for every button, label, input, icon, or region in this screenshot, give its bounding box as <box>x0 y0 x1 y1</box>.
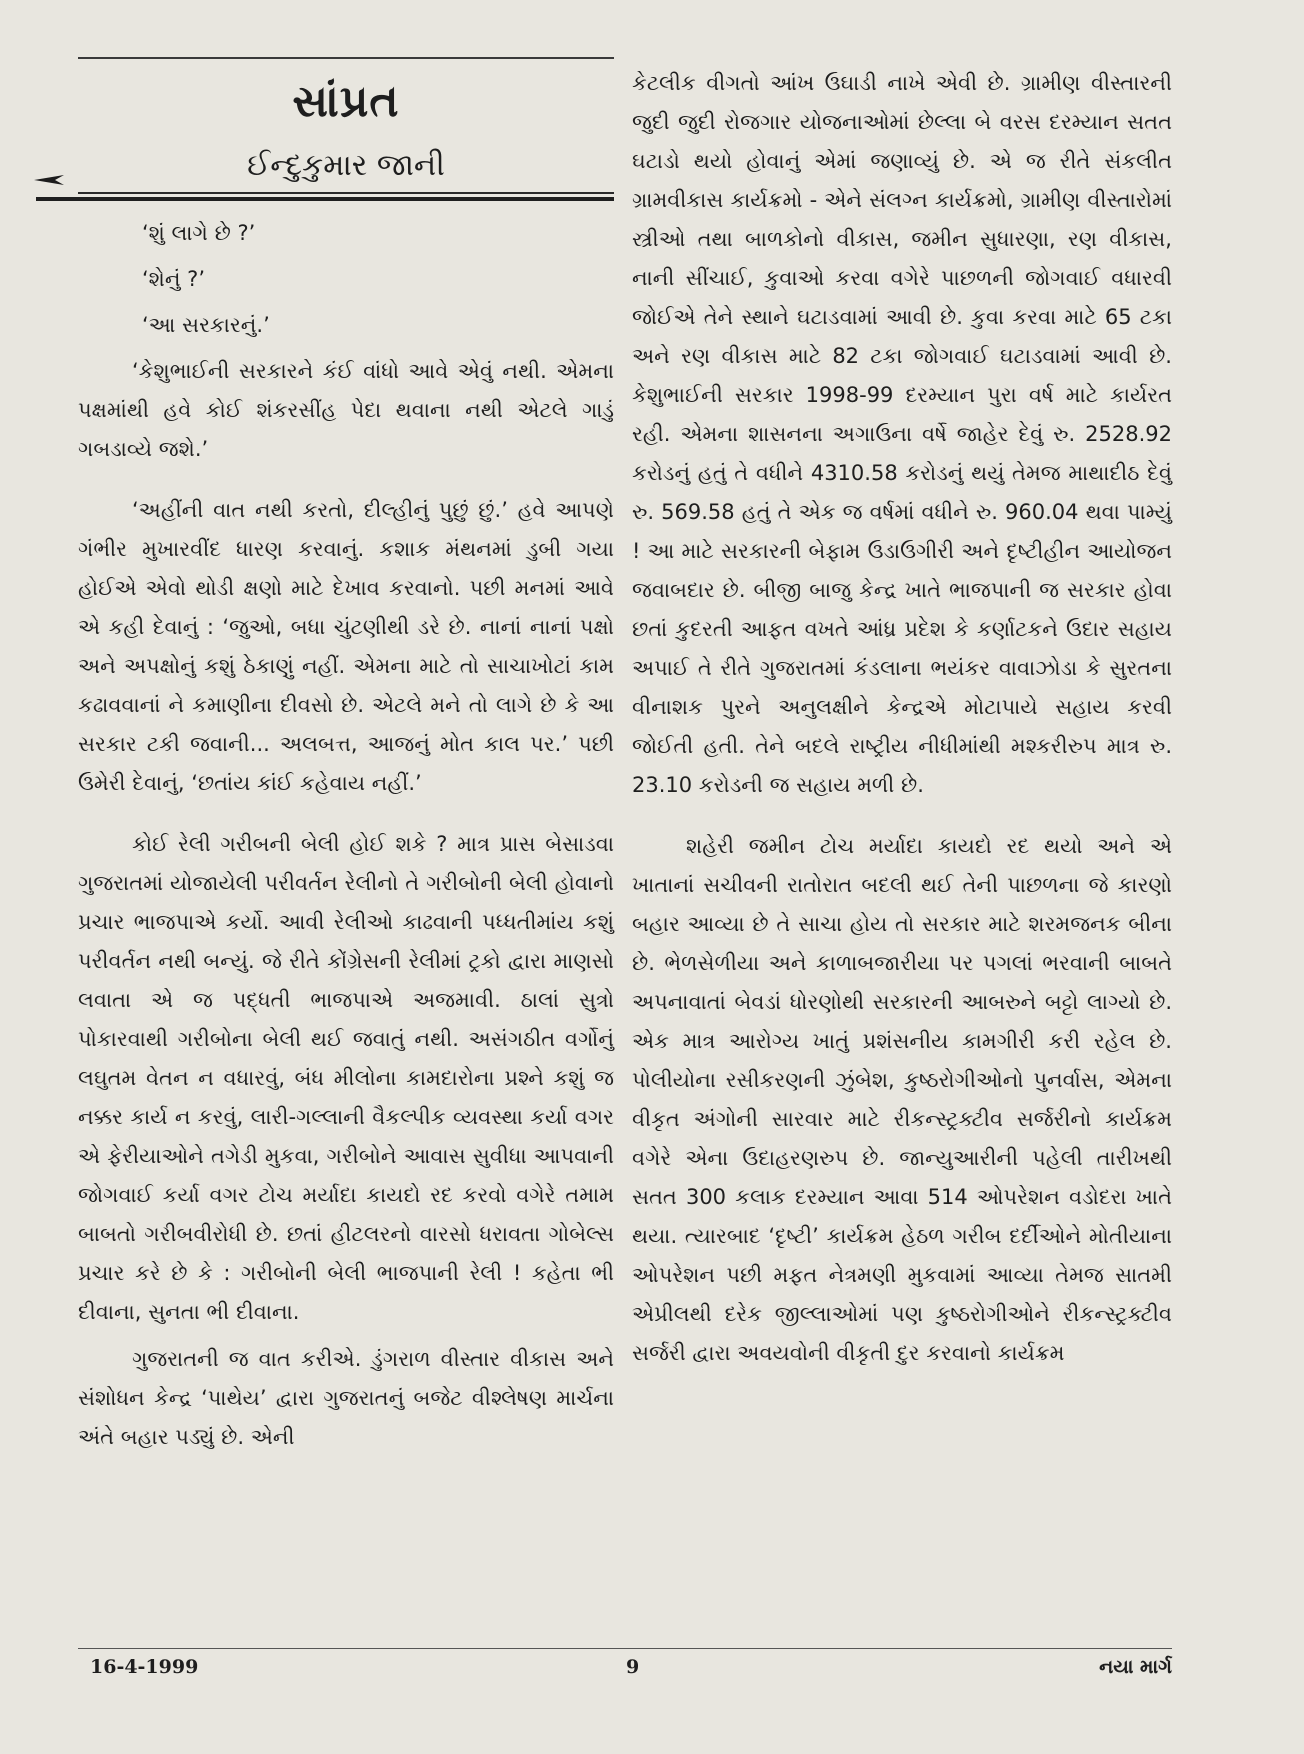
top-rule <box>78 57 614 59</box>
paragraph: ‘અહીંની વાત નથી કરતો, દીલ્હીનું પુછું છું.’ હવે આપણે ગંભીર મુખારવીંદ ધારણ કરવાનું. કશાક મંથનમાં ડુબી ગયા હોઈએ એવો થોડી ક્ષણો માટે દેખાવ કરવાનો. પછી મનમાં આવે એ કહી દેવાનું : ‘જુઓ, બધા ચુંટણીથી ડરે છે. નાનાં નાનાં પક્ષો અને અપક્ષોનું કશું ઠેકાણું નહીં. એમના માટે તો સાચાખોટાં કામ કઢાવવાનાં ને કમાણીના દીવસો છે. એટલે મને તો લાગે છે કે આ સરકાર ટકી જવાની... અલબત્ત, આજનું મોત કાલ પર.’ પછી ઉમેરી દેવાનું, ‘છતાંય કાંઈ કહેવાય નહીં.’ <box>78 498 614 795</box>
right-column <box>632 64 1172 1373</box>
left-column <box>78 60 614 1457</box>
magazine-name: નયા માર્ગ <box>1099 1656 1172 1678</box>
paragraph-gap <box>78 803 614 825</box>
paragraph: કેટલીક વીગતો આંખ ઉઘાડી નાખે એવી છે. ગ્રામીણ વીસ્તારની જુદી જુદી રોજગાર યોજનાઓમાં છેલ્લા બે વરસ દરમ્યાન સતત ઘટાડો થયો હોવાનું એમાં જણાવ્યું છે. એ જ રીતે સંકલીત ગ્રામવીકાસ કાર્યક્રમો - એને સંલગ્ન કાર્યક્રમો, ગ્રામીણ વીસ્તારોમાં સ્ત્રીઓ તથા બાળકોનો વીકાસ, જમીન સુધારણા, રણ વીકાસ, નાની સીંચાઈ, કુવાઓ કરવા વગેરે પાછળની જોગવાઈ વધારવી જોઈએ તેને સ્થાને ઘટાડવામાં આવી છે. કુવા કરવા માટે 65 ટકા અને રણ વીકાસ માટે 82 ટકા જોગવાઈ ઘટાડવામાં આવી છે. કેશુભાઈની સરકાર 1998-99 દરમ્યાન પુરા વર્ષ માટે કાર્યરત રહી. એમના શાસનના અગાઉના વર્ષે જાહેર દેવું રુ. 2528.92 કરોડનું હતું તે વધીને 4310.58 કરોડનું થયું તેમજ માથાદીઠ દેવું રુ. 569.58 હતું તે એક જ વર્ષમાં વધીને રુ. 960.04 થવા પામ્યું ! આ માટે સરકારની બેફામ ઉડાઉગીરી અને દૃષ્ટીહીન આયોજન જવાબદાર છે. બીજી બાજુ કેન્દ્ર ખાતે ભાજપાની જ સરકાર હોવા છતાં કુદરતી આફત વખતે આંધ્ર પ્રદેશ કે કર્ણાટકને ઉદાર સહાય અપાઈ તે રીતે ગુજરાતમાં કંડલાના ભયંકર વાવાઝોડા કે સુરતના વીનાશક પુરને અનુલક્ષીને કેન્દ્રએ મોટાપાયે સહાય કરવી જોઈતી હતી. તેને બદલે રાષ્ટ્રીય નીધીમાંથી મશ્કરીરુપ માત્ર રુ. 23.10 કરોડની જ સહાય મળી છે. <box>632 71 1172 797</box>
author-name: ઈન્દુકુમાર જાની <box>247 148 445 183</box>
dialog-line: ‘શેનું ?’ <box>142 267 206 291</box>
dialog-line: ‘શું લાગે છે ?’ <box>142 221 256 245</box>
paragraph: કોઈ રેલી ગરીબની બેલી હોઈ શકે ? માત્ર પ્રાસ બેસાડવા ગુજરાતમાં યોજાયેલી પરીવર્તન રેલીનો તે ગરીબોની બેલી હોવાનો પ્રચાર ભાજપાએ કર્યો. આવી રેલીઓ કાઢવાની પધ્ધતીમાંય કશું પરીવર્તન નથી બન્યું. જે રીતે કોંગ્રેસની રેલીમાં ટ્રકો દ્વારા માણસો લવાતા એ જ પદ્ધતી ભાજપાએ અજમાવી. ઠાલાં સુત્રો પોકારવાથી ગરીબોના બેલી થઈ જવાતું નથી. અસંગઠીત વર્ગોનું લઘુતમ વેતન ન વધારવું, બંધ મીલોના કામદારોના પ્રશ્ને કશું જ નક્કર કાર્ય ન કરવું, લારી-ગલ્લાની વૈકલ્પીક વ્યવસ્થા કર્યા વગર એ ફેરીયાઓને તગેડી મુકવા, ગરીબોને આવાસ સુવીધા આપવાની જોગવાઈ કર્યા વગર ટોચ મર્યાદા કાયદો રદ કરવો વગેરે તમામ બાબતો ગરીબવીરોધી છે. છતાં હીટલરનો વારસો ધરાવતા ગોબેલ્સ પ્રચાર કરે છે કે : ગરીબોની બેલી ભાજપાની રેલી ! કહેતા ભી દીવાના, સુનતા ભી દીવાના. <box>78 832 614 1324</box>
paragraph: ગુજરાતની જ વાત કરીએ. ડુંગરાળ વીસ્તાર વીકાસ અને સંશોધન કેન્દ્ર ‘પાથેય’ દ્વારા ગુજરાતનું બજેટ વીશ્લેષણ માર્ચના અંતે બહાર પડ્યું છે. એની <box>78 1347 614 1449</box>
page-number: 9 <box>626 1656 640 1678</box>
dialog-line: ‘આ સરકારનું.’ <box>142 313 270 337</box>
paragraph-gap <box>78 1332 614 1340</box>
paragraph-gap <box>78 469 614 491</box>
paragraph: શહેરી જમીન ટોચ મર્યાદા કાયદો રદ થયો અને એ ખાતાનાં સચીવની રાતોરાત બદલી થઈ તેની પાછળના જે કારણો બહાર આવ્યા છે તે સાચા હોય તો સરકાર માટે શરમજનક બીના છે. ભેળસેળીયા અને કાળાબજારીયા પર પગલાં ભરવાની બાબતે અપનાવાતાં બેવડાં ધોરણોથી સરકારની આબરુને બટ્ટો લાગ્યો છે. એક માત્ર આરોગ્ય ખાતું પ્રશંસનીય કામગીરી કરી રહેલ છે. પોલીયોના રસીકરણની ઝુંબેશ, કુષ્ઠરોગીઓનો પુનર્વાસ, એમના વીકૃત અંગોની સારવાર માટે રીકન્સ્ટ્રક્ટીવ સર્જરીનો કાર્યક્રમ વગેરે એના ઉદાહરણરુપ છે. જાન્યુઆરીની પહેલી તારીખથી સતત 300 કલાક દરમ્યાન આવા 514 ઓપરેશન વડોદરા ખાતે થયા. ત્યારબાદ ‘દૃષ્ટી’ કાર્યક્રમ હેઠળ ગરીબ દર્દીઓને મોતીયાના ઓપરેશન પછી મફત નેત્રમણી મુકવામાં આવ્યા તેમજ સાતમી એપ્રીલથી દરેક જીલ્લાઓમાં પણ કુષ્ઠરોગીઓને રીકન્સ્ટ્રક્ટીવ સર્જરી દ્વારા અવયવોની વીકૃતી દુર કરવાનો કાર્યક્રમ <box>632 834 1172 1365</box>
column-title: સાંપ્રત <box>292 76 400 127</box>
binding-hole-mark <box>34 175 64 185</box>
issue-date: 16-4-1999 <box>90 1656 199 1678</box>
paragraph: ‘કેશુભાઈની સરકારને કંઈ વાંધો આવે એવું નથી. એમના પક્ષમાંથી હવે કોઈ શંકરસીંહ પેદા થવાના નથી એટલે ગાડું ગબડાવ્યે જશે.’ <box>78 359 614 461</box>
footer-rule <box>78 1648 1172 1649</box>
paragraph-gap <box>632 805 1172 827</box>
